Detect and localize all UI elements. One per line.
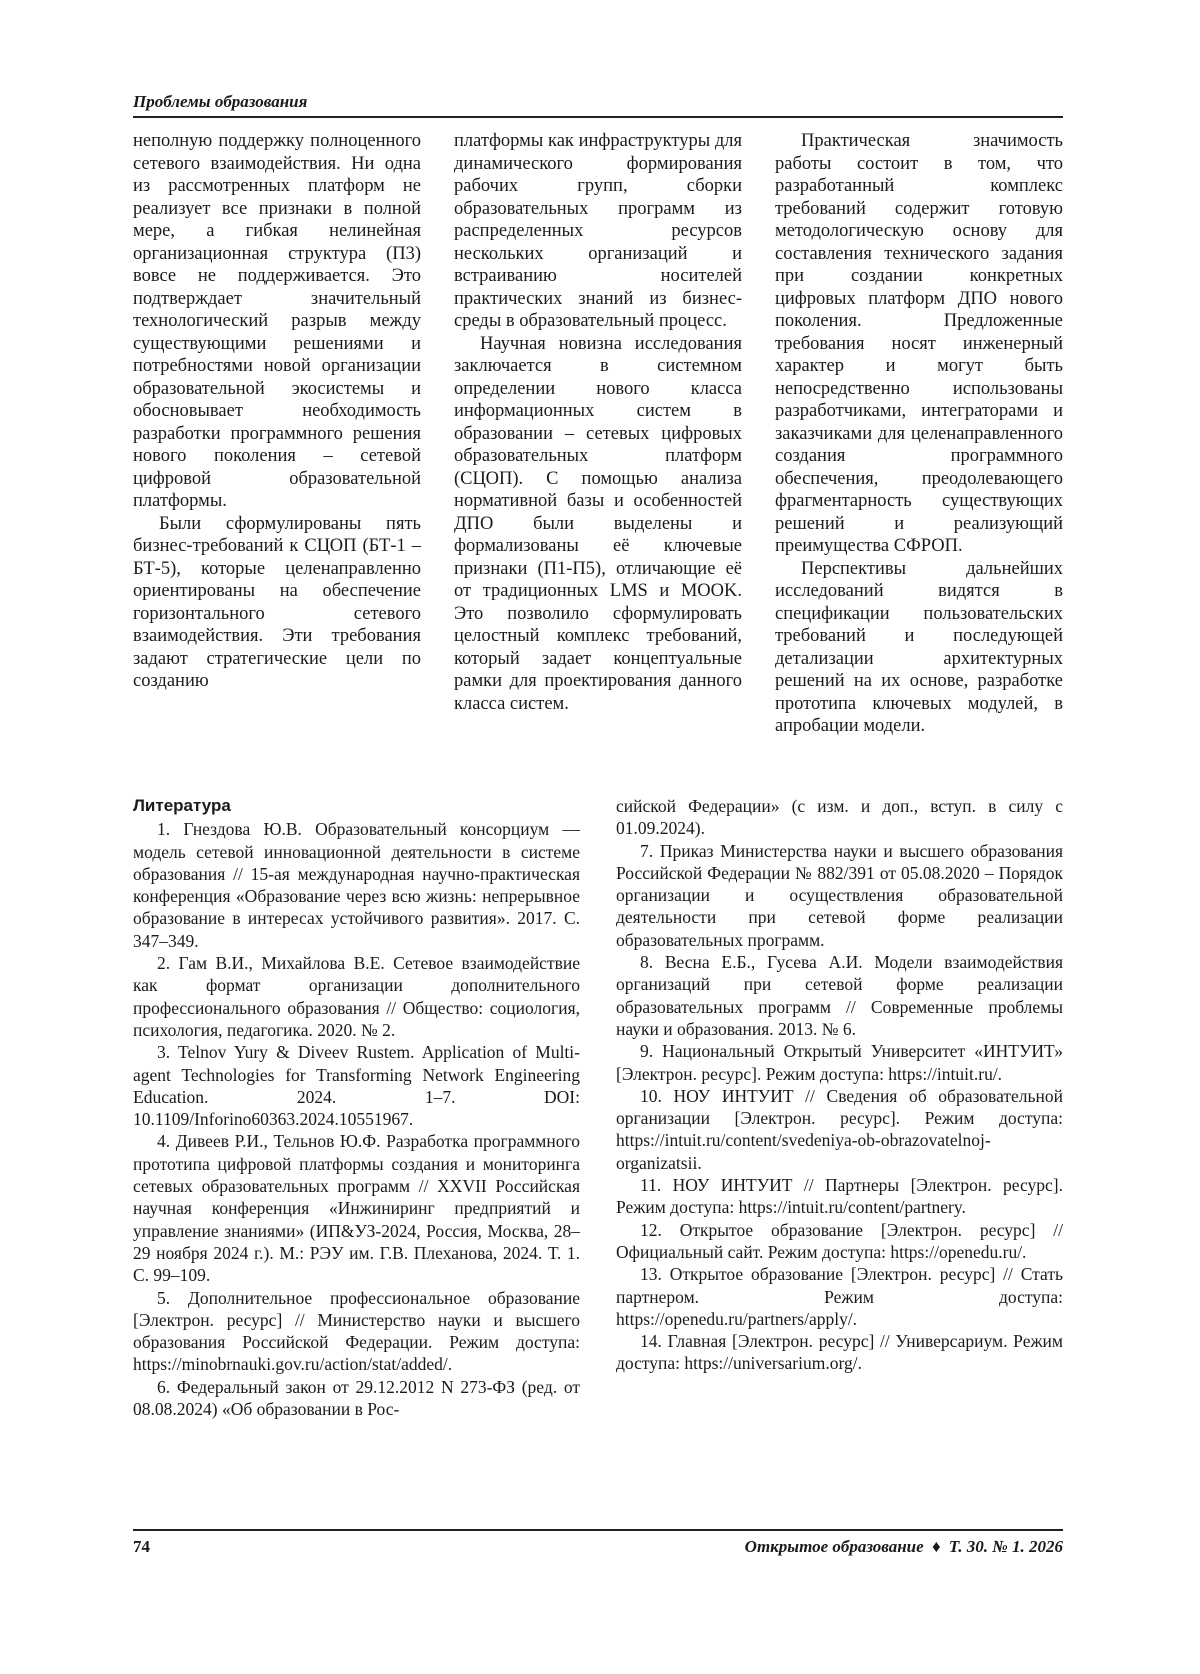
diamond-icon: ♦: [931, 1537, 941, 1556]
reference-item: 8. Весна Е.Б., Гусева А.И. Модели взаимодействия организаций при сетевой форме реализации образовательных программ // Современные проблемы науки и образования. 2013. № 6.: [616, 952, 1063, 1039]
references-heading: Литература: [133, 796, 231, 815]
paragraph: Были сформулированы пять бизнес-требований к СЦОП (БТ-1 – БТ-5), которые целенаправленно ориентированы на обеспечение горизонтального сетевого взаимодействия. Эти требования задают стратегические цели по созданию: [133, 513, 421, 691]
references-right-column: [616, 795, 1063, 1420]
reference-item: 5. Дополнительное профессиональное образование [Электрон. ресурс] // Министерство науки и высшего образования Российской Федерации. Режим доступа: https://minobrnauki.gov.ru/action/stat/added/.: [133, 1287, 580, 1375]
body-column-1: [133, 130, 421, 738]
reference-item: 1. Гнездова Ю.В. Образовательный консорциум — модель сетевой инновационной деятельности в системе образования // 15-ая международная научно-практическая конференция «Образование через всю жизнь: непрерывное образование в интересах устойчивого развития». 2017. С. 347–349.: [133, 819, 580, 951]
paragraph: платформы как инфраструктуры для динамического формирования рабочих групп, сборки образовательных программ из распределенных ресурсов нескольких организаций и встраиванию носителей практических знаний из бизнес-среды в образовательный процесс.: [454, 131, 742, 331]
reference-item: 11. НОУ ИНТУИТ // Партнеры [Электрон. ресурс]. Режим доступа: https://intuit.ru/content/partnery.: [616, 1175, 1063, 1218]
paragraph: Практическая значимость работы состоит в том, что разработанный комплекс требований содержит готовую методологическую основу для составления технического задания при создании конкретных цифровых платформ ДПО нового поколения. Предложенные требования носят инженерный характер и могут быть непосредственно использованы разработчиками, интеграторами и заказчиками для целенаправленного создания программного обеспечения, преодолевающего фрагментарность существующих решений и реализующий преимущества СФРОП.: [775, 131, 1063, 556]
references-section: [133, 795, 1063, 1420]
journal-page: [133, 0, 1063, 1674]
reference-item: 14. Главная [Электрон. ресурс] // Универсариум. Режим доступа: https://universarium.org/.: [616, 1331, 1063, 1374]
reference-item: 4. Дивеев Р.И., Тельнов Ю.Ф. Разработка программного прототипа цифровой платформы создания и мониторинга сетевых образовательных программ // XXVII Российская научная конференция «Инжиниринг предприятий и управление знаниями» (ИП&УЗ-2024, Россия, Москва, 28–29 ноября 2024 г.). М.: РЭУ им. Г.В. Плеханова, 2024. Т. 1. С. 99–109.: [133, 1131, 580, 1286]
running-header: [133, 92, 1063, 118]
journal-citation: [745, 1537, 1063, 1557]
journal-issue: Т. 30. № 1. 2026: [948, 1537, 1063, 1556]
article-body: [133, 130, 1063, 738]
page-number: 74: [133, 1537, 150, 1556]
reference-item: 2. Гам В.И., Михайлова В.Е. Сетевое взаимодействие как формат организации дополнительного профессионального образования // Общество: социология, психология, педагогика. 2020. № 2.: [133, 953, 580, 1040]
reference-item: 13. Открытое образование [Электрон. ресурс] // Стать партнером. Режим доступа: https://openedu.ru/partners/apply/.: [616, 1264, 1063, 1329]
paragraph: неполную поддержку полноценного сетевого взаимодействия. Ни одна из рассмотренных платформ не реализует все признаки в полной мере, а гибкая нелинейная организационная структура (П3) вовсе не поддерживается. Это подтверждает значительный технологический разрыв между существующими решениями и потребностями новой организации образовательной экосистемы и обосновывает необходимость разработки программного решения нового поколения – сетевой цифровой образовательной платформы.: [133, 131, 421, 511]
references-left-column: [133, 795, 580, 1420]
page-footer: [133, 1529, 1063, 1557]
reference-item: 7. Приказ Министерства науки и высшего образования Российской Федерации № 882/391 от 05.08.2020 – Порядок организации и осуществления образовательной деятельности при сетевой форме реализации образовательных программ.: [616, 840, 1063, 950]
paragraph: Перспективы дальнейших исследований видятся в спецификации пользовательских требований и последующей детализации архитектурных решений на их основе, разработке прототипа ключевых модулей, в апробации модели.: [775, 558, 1063, 736]
body-column-2: [454, 130, 742, 738]
body-column-3: [775, 130, 1063, 738]
paragraph: Научная новизна исследования заключается в системном определении нового класса информационных систем в образовании – сетевых цифровых образовательных платформ (СЦОП). С помощью анализа нормативной базы и особенностей ДПО были выделены и формализованы её ключевые признаки (П1-П5), отличающие её от традиционных LMS и MOOK. Это позволило сформулировать целостный комплекс требований, который задает концептуальные рамки для проектирования данного класса систем.: [454, 333, 742, 714]
journal-name: Открытое образование: [744, 1537, 924, 1556]
reference-item: 12. Открытое образование [Электрон. ресурс] // Официальный сайт. Режим доступа: https://openedu.ru/.: [616, 1219, 1063, 1262]
reference-item: 10. НОУ ИНТУИТ // Сведения об образовательной организации [Электрон. ресурс]. Режим доступа: https://intuit.ru/content/svedeniya-ob-obrazovatelnoj-organizatsii.: [616, 1085, 1063, 1173]
running-title: Проблемы образования: [133, 92, 308, 111]
reference-item: 3. Telnov Yury & Diveev Rustem. Application of Multi-agent Technologies for Transforming Network Engineering Education. 2024. 1–7. DOI: 10.1109/Inforino60363.2024.10551967.: [133, 1042, 580, 1130]
reference-item: 9. Национальный Открытый Университет «ИНТУИТ» [Электрон. ресурс]. Режим доступа: https://intuit.ru/.: [616, 1041, 1063, 1084]
reference-item: 6. Федеральный закон от 29.12.2012 N 273-ФЗ (ред. от 08.08.2024) «Об образовании в Рос-: [133, 1376, 580, 1420]
reference-continuation: сийской Федерации» (с изм. и доп., вступ. в силу с 01.09.2024).: [616, 796, 1063, 839]
